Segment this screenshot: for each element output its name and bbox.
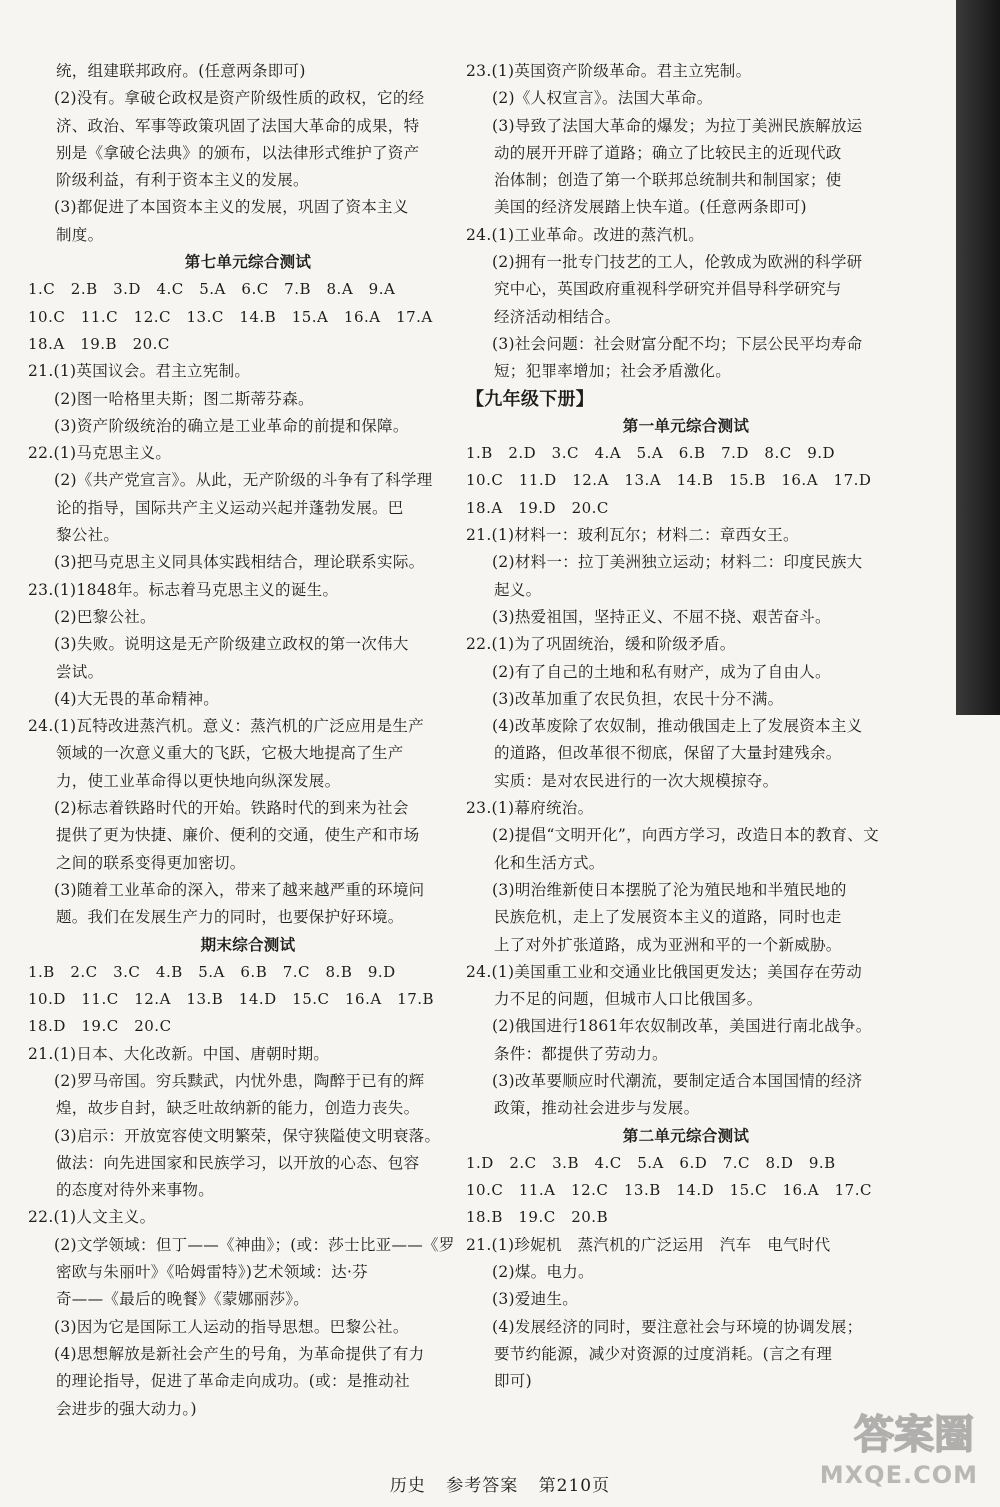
answer-line: (3)因为它是国际工人运动的指导思想。巴黎公社。: [54, 1317, 409, 1336]
choice-answers-line: 1.C 2.B 3.D 4.C 5.A 6.C 7.B 8.A 9.A: [28, 280, 396, 299]
answer-line: 尝试。: [56, 662, 104, 681]
answer-line: 济、政治、军事等政策巩固了法国大革命的成果，特: [56, 116, 420, 135]
answer-line: (3)改革加重了农民负担，农民十分不满。: [492, 689, 784, 708]
answer-line: (2)俄国进行1861年农奴制改革，美国进行南北战争。: [492, 1017, 872, 1036]
watermark-logo: [819, 1403, 984, 1493]
answer-line: (3)把马克思主义同具体实践相结合，理论联系实际。: [54, 553, 425, 572]
watermark-main-text: 答案圈: [854, 1412, 974, 1458]
answer-line: 上了对外扩张道路，成为亚洲和平的一个新威胁。: [494, 935, 842, 954]
answer-line: 23.(1)1848年。标志着马克思主义的诞生。: [28, 580, 339, 599]
answer-line: 实质：是对农民进行的一次大规模掠夺。: [494, 771, 779, 790]
section-heading: 期末综合测试: [200, 935, 296, 954]
answer-line: (3)改革要顺应时代潮流，要制定适合本国国情的经济: [492, 1071, 863, 1090]
answer-line: 做法：向先进国家和民族学习，以开放的心态、包容: [56, 1153, 420, 1172]
answer-line: 21.(1)日本、大化改新。中国、唐朝时期。: [28, 1044, 330, 1063]
answer-line: (2)罗马帝国。穷兵黩武，内忧外患，陶醉于已有的辉: [54, 1071, 425, 1090]
answer-line: 的态度对待外来事物。: [56, 1181, 215, 1200]
answer-line: 民族危机，走上了发展资本主义的道路，同时也走: [494, 908, 842, 927]
footer-page-number: 第210页: [538, 1476, 611, 1496]
choice-answers-line: 10.C 11.D 12.A 13.A 14.B 15.B 16.A 17.D: [466, 471, 872, 490]
choice-answers-line: 10.D 11.C 12.A 13.B 14.D 15.C 16.A 17.B: [28, 990, 435, 1009]
answer-line: 制度。: [56, 225, 104, 244]
section-heading: 第二单元综合测试: [622, 1126, 750, 1145]
grade-heading: 【九年级下册】: [466, 388, 595, 410]
answer-line: (2)图一哈格里夫斯；图二斯蒂芬森。: [54, 389, 314, 408]
choice-answers-line: 18.D 19.C 20.C: [28, 1017, 172, 1036]
answer-line: 动的展开开辟了道路；确立了比较民主的近现代政: [494, 143, 842, 162]
answer-line: 煌，故步自封，缺乏吐故纳新的能力，创造力丧失。: [56, 1099, 420, 1118]
answer-line: (2)材料一：拉丁美洲独立运动；材料二：印度民族大: [492, 553, 863, 572]
answer-line: 究中心，英国政府重视科学研究并倡导科学研究与: [494, 280, 842, 299]
answer-line: 密欧与朱丽叶》《哈姆雷特》)艺术领域：达·芬: [56, 1263, 369, 1282]
answer-line: 21.(1)英国议会。君主立宪制。: [28, 362, 251, 381]
answer-line: 短；犯罪率增加；社会矛盾激化。: [494, 362, 732, 381]
answer-line: (2)拥有一批专门技艺的工人，伦敦成为欧洲的科学研: [492, 253, 863, 272]
answer-line: 力，使工业革命得以更快地向纵深发展。: [56, 771, 341, 790]
choice-answers-line: 18.A 19.B 20.C: [28, 334, 170, 353]
answer-line: 即可): [494, 1372, 532, 1391]
answer-line: (3)明治维新使日本摆脱了沦为殖民地和半殖民地的: [492, 880, 847, 899]
answer-line: (4)思想解放是新社会产生的号角，为革命提供了有力: [54, 1344, 425, 1363]
section-heading: 第七单元综合测试: [184, 253, 312, 272]
watermark-url-text: MXQE.COM: [819, 1461, 978, 1489]
answer-line: (2)《人权宣言》。法国大革命。: [492, 89, 713, 108]
answer-line: 条件：都提供了劳动力。: [494, 1044, 668, 1063]
answer-line: 题。我们在发展生产力的同时，也要保护好环境。: [56, 908, 404, 927]
answer-line: (4)大无畏的革命精神。: [54, 689, 220, 708]
answer-line: (2)《共产党宣言》。从此，无产阶级的斗争有了科学理: [54, 471, 433, 490]
answer-line: 23.(1)幕府统治。: [466, 799, 594, 818]
answer-line: (2)没有。拿破仑政权是资产阶级性质的政权，它的经: [54, 89, 425, 108]
choice-answers-line: 1.D 2.C 3.B 4.C 5.A 6.D 7.C 8.D 9.B: [466, 1153, 836, 1172]
left-column: [28, 58, 468, 1423]
answer-line: (2)有了自己的土地和私有财产，成为了自由人。: [492, 662, 831, 681]
section-heading: 第一单元综合测试: [622, 416, 750, 435]
choice-answers-line: 1.B 2.C 3.C 4.B 5.A 6.B 7.C 8.B 9.D: [28, 962, 396, 981]
answer-line: (3)都促进了本国资本主义的发展，巩固了资本主义: [54, 198, 409, 217]
choice-answers-line: 18.B 19.C 20.B: [466, 1208, 609, 1227]
answer-line: (3)社会问题：社会财富分配不均；下层公民平均寿命: [492, 334, 863, 353]
answer-line: 化和生活方式。: [494, 853, 605, 872]
answer-line: 21.(1)材料一：玻利瓦尔；材料二：章西女王。: [466, 526, 799, 545]
answer-line: (3)失败。说明这是无产阶级建立政权的第一次伟大: [54, 635, 409, 654]
answer-line: 阶级利益，有利于资本主义的发展。: [56, 171, 309, 190]
answer-line: 提供了更为快捷、廉价、便利的交通，使生产和市场: [56, 826, 420, 845]
answer-line: (3)导致了法国大革命的爆发；为拉丁美洲民族解放运: [492, 116, 863, 135]
answer-line: (2)文学领域：但丁——《神曲》；(或：莎士比亚——《罗: [54, 1235, 455, 1254]
answer-line: (3)随着工业革命的深入，带来了越来越严重的环境问: [54, 880, 425, 899]
answer-line: 别是《拿破仑法典》的颁布，以法律形式维护了资产: [56, 143, 420, 162]
answer-line: 22.(1)为了巩固统治，缓和阶级矛盾。: [466, 635, 736, 654]
answer-line: 美国的经济发展踏上快车道。(任意两条即可): [494, 198, 807, 217]
scan-edge-shadow: [956, 0, 1000, 715]
choice-answers-line: 18.A 19.D 20.C: [466, 498, 609, 517]
answer-line: (2)煤。电力。: [492, 1263, 594, 1282]
answer-line: (4)改革废除了农奴制，推动俄国走上了发展资本主义: [492, 717, 863, 736]
answer-line: 会进步的强大动力。): [56, 1399, 197, 1418]
right-column: [466, 58, 906, 1396]
footer-section: 参考答案: [446, 1476, 519, 1496]
answer-line: (3)资产阶级统治的确立是工业革命的前提和保障。: [54, 416, 409, 435]
answer-line: 统，组建联邦政府。(任意两条即可): [56, 62, 306, 80]
answer-line: 的理论指导，促进了革命走向成功。(或：是推动社: [56, 1372, 410, 1391]
answer-line: 22.(1)马克思主义。: [28, 444, 172, 463]
answer-line: 起义。: [494, 580, 542, 599]
choice-answers-line: 10.C 11.C 12.C 13.C 14.B 15.A 16.A 17.A: [28, 307, 433, 326]
answer-line: 24.(1)美国重工业和交通业比俄国更发达；美国存在劳动: [466, 962, 863, 981]
answer-line: 之间的联系变得更加密切。: [56, 853, 246, 872]
answer-line: 的道路，但改革很不彻底，保留了大量封建残余。: [494, 744, 842, 763]
answer-line: (4)发展经济的同时，要注意社会与环境的协调发展；: [492, 1317, 863, 1336]
answer-line: (2)巴黎公社。: [54, 607, 156, 626]
answer-line: (3)启示：开放宽容使文明繁荣，保守狭隘使文明衰落。: [54, 1126, 441, 1145]
answer-line: 政策，推动社会进步与发展。: [494, 1099, 700, 1118]
answer-line: 23.(1)英国资产阶级革命。君主立宪制。: [466, 62, 752, 80]
answer-line: 力不足的问题，但城市人口比俄国多。: [494, 990, 763, 1009]
answer-line: 论的指导，国际共产主义运动兴起并蓬勃发展。巴: [56, 498, 404, 517]
answer-line: 经济活动相结合。: [494, 307, 621, 326]
answer-line: 24.(1)工业革命。改进的蒸汽机。: [466, 225, 705, 244]
footer-subject: 历史: [389, 1476, 426, 1496]
answer-line: 22.(1)人文主义。: [28, 1208, 156, 1227]
answer-line: 24.(1)瓦特改进蒸汽机。意义：蒸汽机的广泛应用是生产: [28, 717, 425, 736]
answer-line: (3)爱迪生。: [492, 1290, 579, 1309]
answer-line: 黎公社。: [56, 526, 120, 545]
answer-line: 奇——《最后的晚餐》《蒙娜丽莎》。: [56, 1290, 310, 1309]
answer-line: (2)提倡“文明开化”，向西方学习，改造日本的教育、文: [492, 826, 879, 845]
answer-line: (3)热爱祖国，坚持正义、不屈不挠、艰苦奋斗。: [492, 607, 831, 626]
choice-answers-line: 1.B 2.D 3.C 4.A 5.A 6.B 7.D 8.C 9.D: [466, 444, 836, 463]
answer-line: (2)标志着铁路时代的开始。铁路时代的到来为社会: [54, 799, 409, 818]
answer-line: 要节约能源，减少对资源的过度消耗。(言之有理: [494, 1344, 833, 1363]
answer-line: 21.(1)珍妮机 蒸汽机的广泛运用 汽车 电气时代: [466, 1235, 831, 1254]
answer-line: 治体制；创造了第一个联邦总统制共和制国家；使: [494, 171, 842, 190]
choice-answers-line: 10.C 11.A 12.C 13.B 14.D 15.C 16.A 17.C: [466, 1181, 872, 1200]
answer-line: 领域的一次意义重大的飞跃，它极大地提高了生产: [56, 744, 404, 763]
